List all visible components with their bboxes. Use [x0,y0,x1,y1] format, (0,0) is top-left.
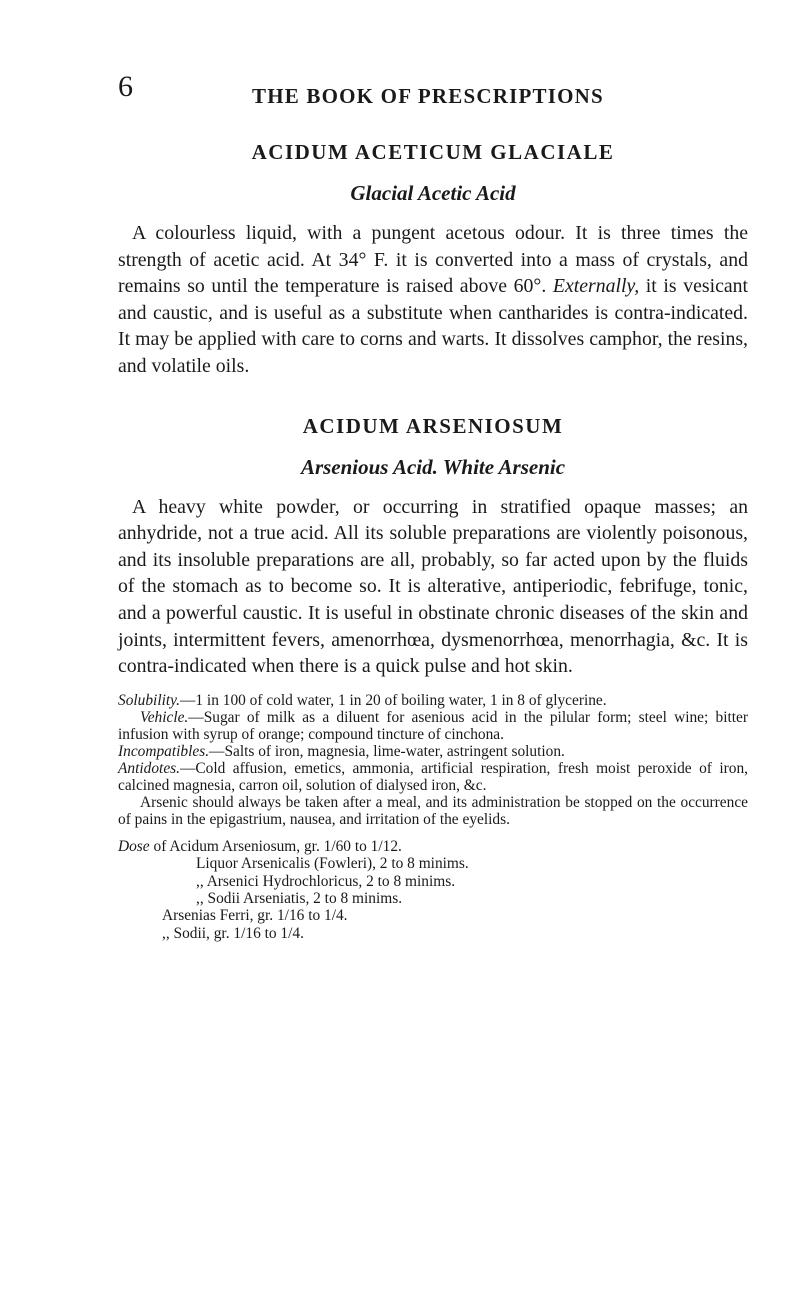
vehicle-note [118,709,748,743]
running-head: THE BOOK OF PRESCRIPTIONS [252,84,604,108]
dose-block [118,838,748,942]
dose-line-3: ,, Arsenici Hydrochloricus, 2 to 8 minims. [196,872,456,890]
page-content [118,140,748,942]
page-header [118,70,760,114]
dose-label: Dose [118,837,150,855]
section-title-acetic: ACIDUM ACETICUM GLACIALE [251,140,615,164]
section-subtitle-arsenious: Arsenious Acid. White Arsenic [300,454,566,479]
dose-line-4: ,, Sodii Arseniatis, 2 to 8 minims. [196,889,403,907]
dose-line-1-text: of Acidum Arseniosum, gr. 1/60 to 1/12. [153,837,402,855]
antidotes-text: —Cold affusion, emetics, ammonia, artificial respiration, fresh moist peroxide of iron, calcined magnesia, carron oil, solution of dialysed iron, &c. [118,759,748,794]
antidotes-label: Antidotes. [118,759,180,777]
section-subtitle-acetic: Glacial Acetic Acid [350,181,516,205]
vehicle-label: Vehicle. [140,708,189,726]
section-title-arsenious: ACIDUM ARSENIOSUM [302,413,564,438]
caution-note: Arsenic should always be taken after a meal, and its administration be stopped on the occurrence of pains in the epigastrium, nausea, and irritation of the eyelids. [118,793,748,828]
solubility-text: —1 in 100 of cold water, 1 in 20 of boiling water, 1 in 8 of glycerine. [180,691,607,709]
acetic-text-b: it is vesicant and caustic, and is useful as a substitute when cantharides is contra-indicated. It may be applied with care to corns and warts. It dissolves camphor, the resins, and volatile oils. [118,275,749,377]
dose-line-6: ,, Sodii, gr. 1/16 to 1/4. [162,924,304,942]
acetic-emphasis: Externally, [552,275,640,298]
page-number: 6 [118,70,133,103]
arsenious-paragraph: A heavy white powder, or occurring in stratified opaque masses; an anhydride, not a true acid. All its soluble preparations are violently poisonous, and its insoluble preparations are all, probably, so far acted upon by the fluids of the stomach as to become so. It is alterative, antiperiodic, febrifuge, tonic, and a powerful caustic. It is useful in obstinate chronic diseases of the skin and joints, intermittent fevers, amenorrhœa, dysmenorrhœa, menorrhagia, &c. It is contra-indicated when there is a quick pulse and hot skin. [118,495,748,678]
solubility-label: Solubility. [118,691,180,709]
dose-line-5: Arsenias Ferri, gr. 1/16 to 1/4. [162,907,348,925]
incompatibles-label: Incompatibles. [118,742,210,760]
vehicle-text: —Sugar of milk as a diluent for asenious acid in the pilular form; steel wine; bitter infusion with syrup of orange; compound tincture of cinchona. [118,708,748,743]
solubility-note [118,692,748,709]
acetic-text-a: A colourless liquid, with a pungent acetous odour. It is three times the strength of acetic acid. At 34° F. it is converted into a mass of crystals, and remains so until the temperature is raised above 60°. [118,222,748,298]
incompatibles-text: —Salts of iron, magnesia, lime-water, astringent solution. [209,742,565,760]
dose-line-2: Liquor Arsenicalis (Fowleri), 2 to 8 minims. [196,855,469,873]
incompatibles-note [118,743,748,760]
dose-line-1 [118,838,748,855]
acetic-paragraph [118,220,748,380]
antidotes-note [118,760,748,794]
